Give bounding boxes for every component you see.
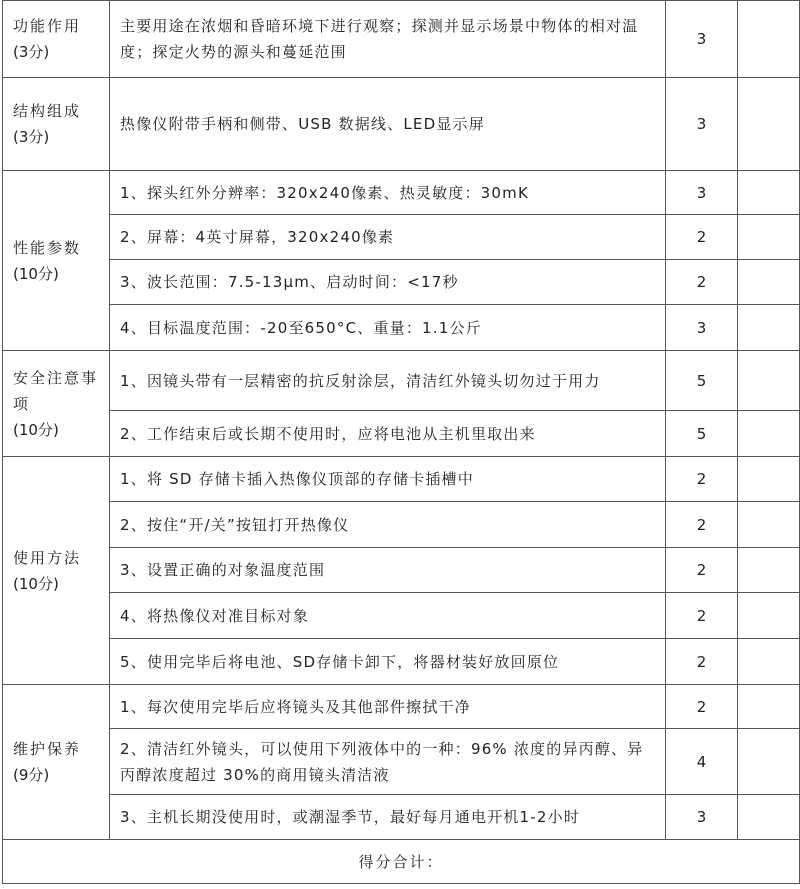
category-name: 使用方法 xyxy=(13,548,82,567)
item-score: 2 xyxy=(666,457,738,502)
item-score: 4 xyxy=(666,729,738,795)
scoring-table xyxy=(2,0,800,884)
item-score: 3 xyxy=(666,78,738,171)
item-description: 1、每次使用完毕后应将镜头及其他部件擦拭干净 xyxy=(110,685,666,729)
table-row xyxy=(3,502,800,548)
category-score: (9分) xyxy=(13,766,50,784)
item-score: 5 xyxy=(666,411,738,457)
earned-score-cell[interactable] xyxy=(738,685,800,729)
item-score: 3 xyxy=(666,305,738,351)
item-score: 2 xyxy=(666,685,738,729)
earned-score-cell[interactable] xyxy=(738,171,800,215)
item-score: 2 xyxy=(666,215,738,260)
table-row xyxy=(3,1,800,78)
table-row xyxy=(3,457,800,502)
category-score: (10分) xyxy=(13,420,59,439)
category-name: 性能参数 xyxy=(13,238,82,257)
item-description: 1、将 SD 存储卡插入热像仪顶部的存储卡插槽中 xyxy=(110,457,666,502)
earned-score-cell[interactable] xyxy=(738,215,800,260)
item-score: 2 xyxy=(666,593,738,639)
category-maintenance xyxy=(3,685,110,840)
table-row xyxy=(3,78,800,171)
category-score: (3分) xyxy=(13,43,50,61)
item-description: 2、按住“开/关”按钮打开热像仪 xyxy=(110,502,666,548)
category-function xyxy=(3,1,110,78)
item-description: 1、探头红外分辨率：320x240像素、热灵敏度：30mK xyxy=(110,171,666,215)
category-name: 安全注意事项 xyxy=(13,368,99,413)
table-row xyxy=(3,305,800,351)
item-score: 5 xyxy=(666,351,738,411)
total-row xyxy=(3,840,800,884)
category-score: (10分) xyxy=(13,264,59,283)
item-score: 3 xyxy=(666,1,738,78)
earned-score-cell[interactable] xyxy=(738,639,800,685)
earned-score-cell[interactable] xyxy=(738,1,800,78)
table-row xyxy=(3,171,800,215)
item-score: 3 xyxy=(666,171,738,215)
earned-score-cell[interactable] xyxy=(738,411,800,457)
earned-score-cell[interactable] xyxy=(738,305,800,351)
item-description: 3、波长范围：7.5-13μm、启动时间：<17秒 xyxy=(110,260,666,305)
category-structure xyxy=(3,78,110,171)
category-name: 结构组成 xyxy=(13,102,82,120)
category-performance xyxy=(3,171,110,351)
item-description: 2、屏幕：4英寸屏幕，320x240像素 xyxy=(110,215,666,260)
table-row xyxy=(3,685,800,729)
item-score: 3 xyxy=(666,795,738,840)
item-score: 2 xyxy=(666,639,738,685)
item-score: 2 xyxy=(666,502,738,548)
item-description: 4、目标温度范围：-20至650°C、重量：1.1公斤 xyxy=(110,305,666,351)
table-row xyxy=(3,639,800,685)
category-score: (10分) xyxy=(13,574,59,593)
table-row xyxy=(3,795,800,840)
earned-score-cell[interactable] xyxy=(738,795,800,840)
category-safety xyxy=(3,351,110,457)
item-description: 2、清洁红外镜头，可以使用下列液体中的一种：96% 浓度的异丙醇、异丙醇浓度超过 30%的商用镜头清洁液 xyxy=(110,729,666,795)
table-row xyxy=(3,215,800,260)
earned-score-cell[interactable] xyxy=(738,78,800,171)
item-description: 热像仪附带手柄和侧带、USB 数据线、LED显示屏 xyxy=(110,78,666,171)
table-row xyxy=(3,351,800,411)
earned-score-cell[interactable] xyxy=(738,457,800,502)
total-label: 得分合计： xyxy=(3,840,800,884)
earned-score-cell[interactable] xyxy=(738,502,800,548)
table-row xyxy=(3,411,800,457)
earned-score-cell[interactable] xyxy=(738,260,800,305)
item-description: 3、主机长期没使用时，或潮湿季节，最好每月通电开机1-2小时 xyxy=(110,795,666,840)
item-description: 5、使用完毕后将电池、SD存储卡卸下，将器材装好放回原位 xyxy=(110,639,666,685)
earned-score-cell[interactable] xyxy=(738,351,800,411)
earned-score-cell[interactable] xyxy=(738,729,800,795)
item-description: 1、因镜头带有一层精密的抗反射涂层，清洁红外镜头切勿过于用力 xyxy=(110,351,666,411)
item-score: 2 xyxy=(666,548,738,593)
table-row xyxy=(3,260,800,305)
item-description: 4、将热像仪对准目标对象 xyxy=(110,593,666,639)
item-description: 3、设置正确的对象温度范围 xyxy=(110,548,666,593)
category-name: 维护保养 xyxy=(13,740,82,758)
table-row xyxy=(3,593,800,639)
earned-score-cell[interactable] xyxy=(738,548,800,593)
category-score: (3分) xyxy=(13,128,50,146)
item-description: 主要用途在浓烟和昏暗环境下进行观察；探测并显示场景中物体的相对温度；探定火势的源头和蔓延范围 xyxy=(110,1,666,78)
item-description: 2、工作结束后或长期不使用时，应将电池从主机里取出来 xyxy=(110,411,666,457)
table-row xyxy=(3,729,800,795)
category-usage xyxy=(3,457,110,685)
table-row xyxy=(3,548,800,593)
earned-score-cell[interactable] xyxy=(738,593,800,639)
item-score: 2 xyxy=(666,260,738,305)
category-name: 功能作用 xyxy=(13,17,82,35)
